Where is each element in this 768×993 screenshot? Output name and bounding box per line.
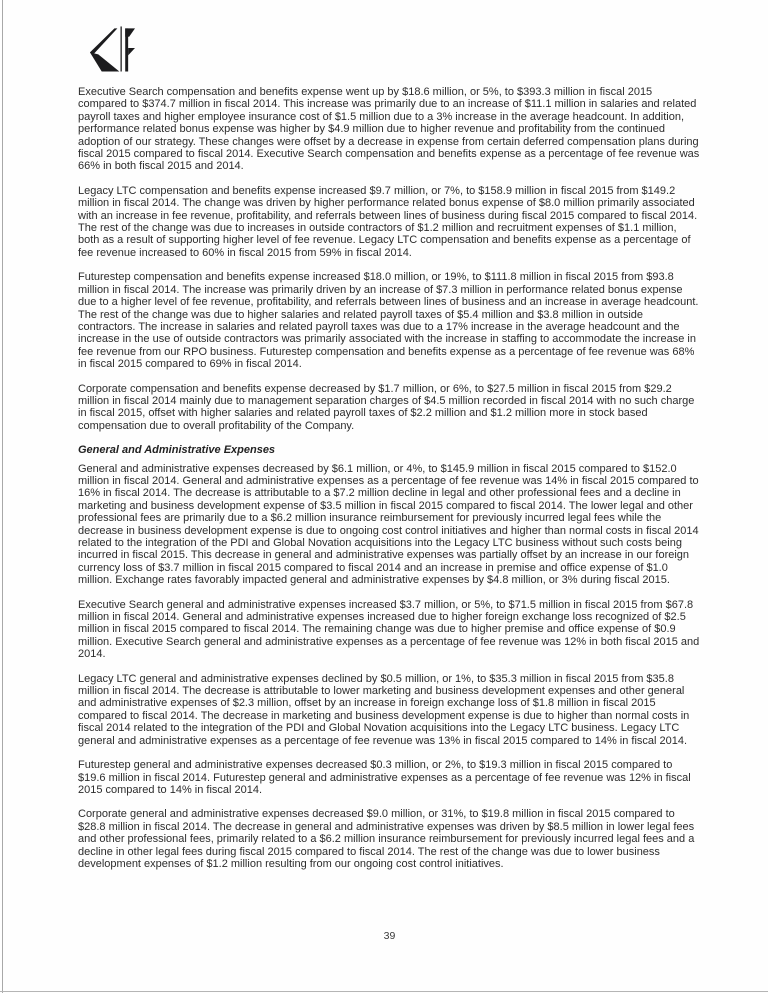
paragraph-corporate-general-admin: Corporate general and administrative expenses decreased $9.0 million, or 31%, to $19.8 million in fiscal 2015 compared to $28.8 million in fiscal 2014. The decrease in general and administrative expenses was driven by $8.5 million in lower legal fees and other professional fees, primarily related to a $6.2 million insurance reimbursement for previously incurred legal fees and a decline in other legal fees during fiscal 2015 compared to fiscal 2014. The rest of the change was due to lower business development expenses of $1.2 million resulting from our ongoing cost control initiatives. bbox=[78, 808, 695, 870]
korn-ferry-kf-logo-icon bbox=[88, 24, 135, 72]
paragraph-general-admin-overall: General and administrative expenses decreased by $6.1 million, or 4%, to $145.9 million in fiscal 2015 compared to $152.0 million in fiscal 2014. General and administrative expenses as a percentage of fee revenue was 14% in fiscal 2015 compared to 16% in fiscal 2014. The decrease is attributable to a $7.2 million decline in legal and other professional fees and a decline in marketing and business development expense of $3.5 million in fiscal 2015 compared to fiscal 2014. The lower legal and other professional fees are primarily due to a $6.2 million insurance reimbursement for previously incurred legal fees while the decrease in business development expense is due to ongoing cost control initiatives and higher than normal costs in fiscal 2014 related to the integration of the PDI and Global Novation acquisitions into the Legacy LTC business without such costs being incurred in fiscal 2015. This decrease in general and administrative expenses was partially offset by an increase in our foreign currency loss of $3.7 million in fiscal 2015 compared to fiscal 2014 and an increase in premise and office expense of $1.0 million. Exchange rates favorably impacted general and administrative expenses by $4.8 million, or 3% during fiscal 2015. bbox=[78, 462, 699, 587]
section-heading-general-admin-expenses: General and Administrative Expenses bbox=[78, 444, 276, 457]
paragraph-futurestep-comp-benefits: Futurestep compensation and benefits expense increased $18.0 million, or 19%, to $111.8 million in fiscal 2015 from $93.8 million in fiscal 2014. The increase was primarily driven by an increase of $7.3 million in performance related bonus expense due to a higher level of fee revenue, profitability, and referrals between lines of business and an increase in average headcount. The rest of the change was due to higher salaries and related payroll taxes of $5.4 million and $3.8 million in outside contractors. The increase in salaries and related payroll taxes was due to a 17% increase in the average headcount and the increase in the use of outside contractors was primarily associated with the increase in staffing to accommodate the increase in fee revenue from our RPO business. Futurestep compensation and benefits expense as a percentage of fee revenue was 68% in fiscal 2015 compared to 69% in fiscal 2014. bbox=[78, 271, 699, 371]
paragraph-legacy-ltc-general-admin: Legacy LTC general and administrative expenses declined by $0.5 million, or 1%, to $35.3 million in fiscal 2015 from $35.8 million in fiscal 2014. The decrease is attributable to lower marketing and business development expenses and other general and administrative expenses of $2.3 million, offset by an increase in foreign exchange loss of $1.8 million in fiscal 2015 compared to fiscal 2014. The decrease in marketing and business development expense is due to higher than normal costs in fiscal 2014 related to the integration of the PDI and Global Novation acquisitions into the Legacy LTC business. Legacy LTC general and administrative expenses as a percentage of fee revenue was 13% in fiscal 2015 compared to 14% in fiscal 2014. bbox=[78, 672, 690, 747]
paragraph-legacy-ltc-comp-benefits: Legacy LTC compensation and benefits expense increased $9.7 million, or 7%, to $158.9 million in fiscal 2015 from $149.2 million in fiscal 2014. The change was driven by higher performance related bonus expense of $8.0 million primarily associated with an increase in fee revenue, profitability, and referrals between lines of business during fiscal 2015 compared to fiscal 2014. The rest of the change was due to increases in outside contractors of $1.2 million and recruitment expenses of $1.1 million, both as a result of supporting higher level of fee revenue. Legacy LTC compensation and benefits expense as a percentage of fee revenue increased to 60% in fiscal 2015 from 59% in fiscal 2014. bbox=[78, 184, 698, 259]
paragraph-executive-search-comp-benefits: Executive Search compensation and benefits expense went up by $18.6 million, or 5%, to $393.3 million in fiscal 2015 compared to $374.7 million in fiscal 2014. This increase was primarily due to an increase of $11.1 million in salaries and related payroll taxes and higher employee insurance cost of $1.5 million due to a 3% increase in the average headcount. In addition, performance related bonus expense was higher by $4.9 million due to higher revenue and profitability from the continued adoption of our strategy. These changes were offset by a decrease in expense from certain deferred compensation plans during fiscal 2015 compared to fiscal 2014. Executive Search compensation and benefits expense as a percentage of fee revenue was 66% in both fiscal 2015 and 2014. bbox=[78, 86, 700, 173]
page-left-edge-line bbox=[2, 0, 3, 993]
paragraph-executive-search-general-admin: Executive Search general and administrative expenses increased $3.7 million, or 5%, to $71.5 million in fiscal 2015 from $67.8 million in fiscal 2014. General and administrative expenses increased due to higher foreign exchange loss recognized of $2.5 million in fiscal 2015 compared to fiscal 2014. The remaining change was due to higher premise and office expense of $0.9 million. Executive Search general and administrative expenses as a percentage of fee revenue was 12% in both fiscal 2015 and 2014. bbox=[78, 598, 700, 661]
page-bottom-edge-line bbox=[0, 991, 768, 992]
paragraph-futurestep-general-admin: Futurestep general and administrative expenses decreased $0.3 million, or 2%, to $19.3 million in fiscal 2015 compared to $19.6 million in fiscal 2014. Futurestep general and administrative expenses as a percentage of fee revenue was 12% in fiscal 2015 compared to 14% in fiscal 2014. bbox=[78, 759, 691, 796]
paragraph-corporate-comp-benefits: Corporate compensation and benefits expense decreased by $1.7 million, or 6%, to $27.5 million in fiscal 2015 from $29.2 million in fiscal 2014 mainly due to management separation charges of $4.5 million recorded in fiscal 2014 with no such charge in fiscal 2015, offset with higher salaries and related payroll taxes of $2.2 million and $1.2 million more in stock based compensation due to overall profitability of the Company. bbox=[78, 382, 695, 432]
page-number: 39 bbox=[383, 930, 396, 942]
page-body bbox=[78, 86, 701, 882]
